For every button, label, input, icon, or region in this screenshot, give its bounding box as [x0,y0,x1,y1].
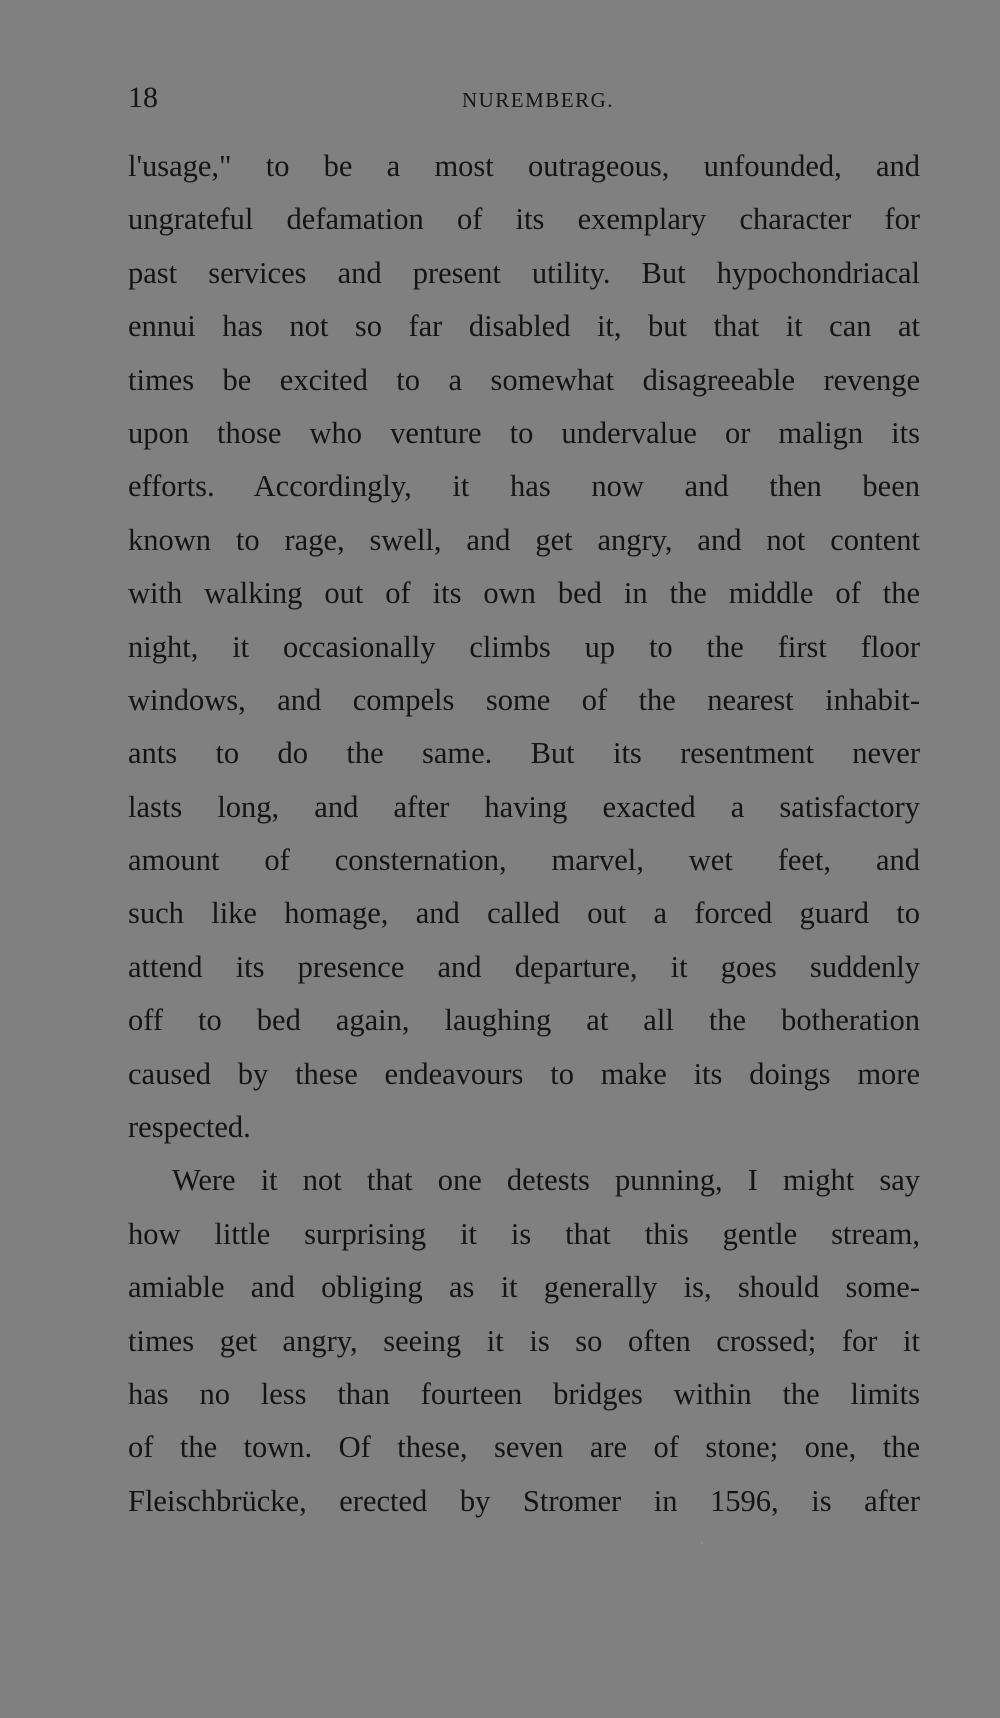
text-line: Fleischbrücke, erected by Stromer in 1596, is after [128,1483,920,1518]
text-line: how little surprising it is that this gentle stream, [128,1216,920,1251]
page-header [128,78,920,118]
text-line: of the town. Of these, seven are of stone; one, the [128,1430,920,1465]
text-line: attend its presence and departure, it goes suddenly [128,949,920,984]
text-line: amount of consternation, marvel, wet feet, and [128,843,920,878]
text-line: efforts. Accordingly, it has now and then been [128,469,920,504]
text-line: such like homage, and called out a forced guard to [128,896,920,931]
paragraph-2 [128,1154,920,1528]
text-line: l'usage," to be a most outrageous, unfounded, and [128,149,920,183]
text-line: known to rage, swell, and get angry, and not content [128,522,920,557]
text-line: off to bed again, laughing at all the botheration [128,1003,920,1038]
text-line: with walking out of its own bed in the middle of the [128,576,920,611]
text-line: ants to do the same. But its resentment never [128,736,920,771]
text-line: times be excited to a somewhat disagreeable revenge [128,362,920,397]
text-line: past services and present utility. But hypochondriacal [128,255,920,290]
text-line: times get angry, seeing it is so often crossed; for it [128,1323,920,1358]
body-text [128,140,920,1528]
running-head: NUREMBERG. [461,88,615,112]
text-line: ungrateful defamation of its exemplary character for [128,202,920,237]
text-line: windows, and compels some of the nearest inhabit- [128,682,920,717]
text-line: night, it occasionally climbs up to the first floor [128,629,920,664]
text-line: amiable and obliging as it generally is, should some- [128,1270,920,1305]
text-line: has no less than fourteen bridges within the limits [128,1376,920,1411]
text-line: caused by these endeavours to make its doings more [128,1056,920,1091]
text-line: ennui has not so far disabled it, but that it can at [128,309,920,344]
paragraph-1 [128,140,920,1154]
text-line: respected. [128,1110,251,1145]
text-line: upon those who venture to undervalue or malign its [128,415,920,450]
text-line: lasts long, and after having exacted a satisfactory [128,789,920,824]
paper-speck [701,1542,703,1544]
page-number: 18 [128,81,158,114]
text-line: Were it not that one detests punning, I might say [172,1163,920,1198]
